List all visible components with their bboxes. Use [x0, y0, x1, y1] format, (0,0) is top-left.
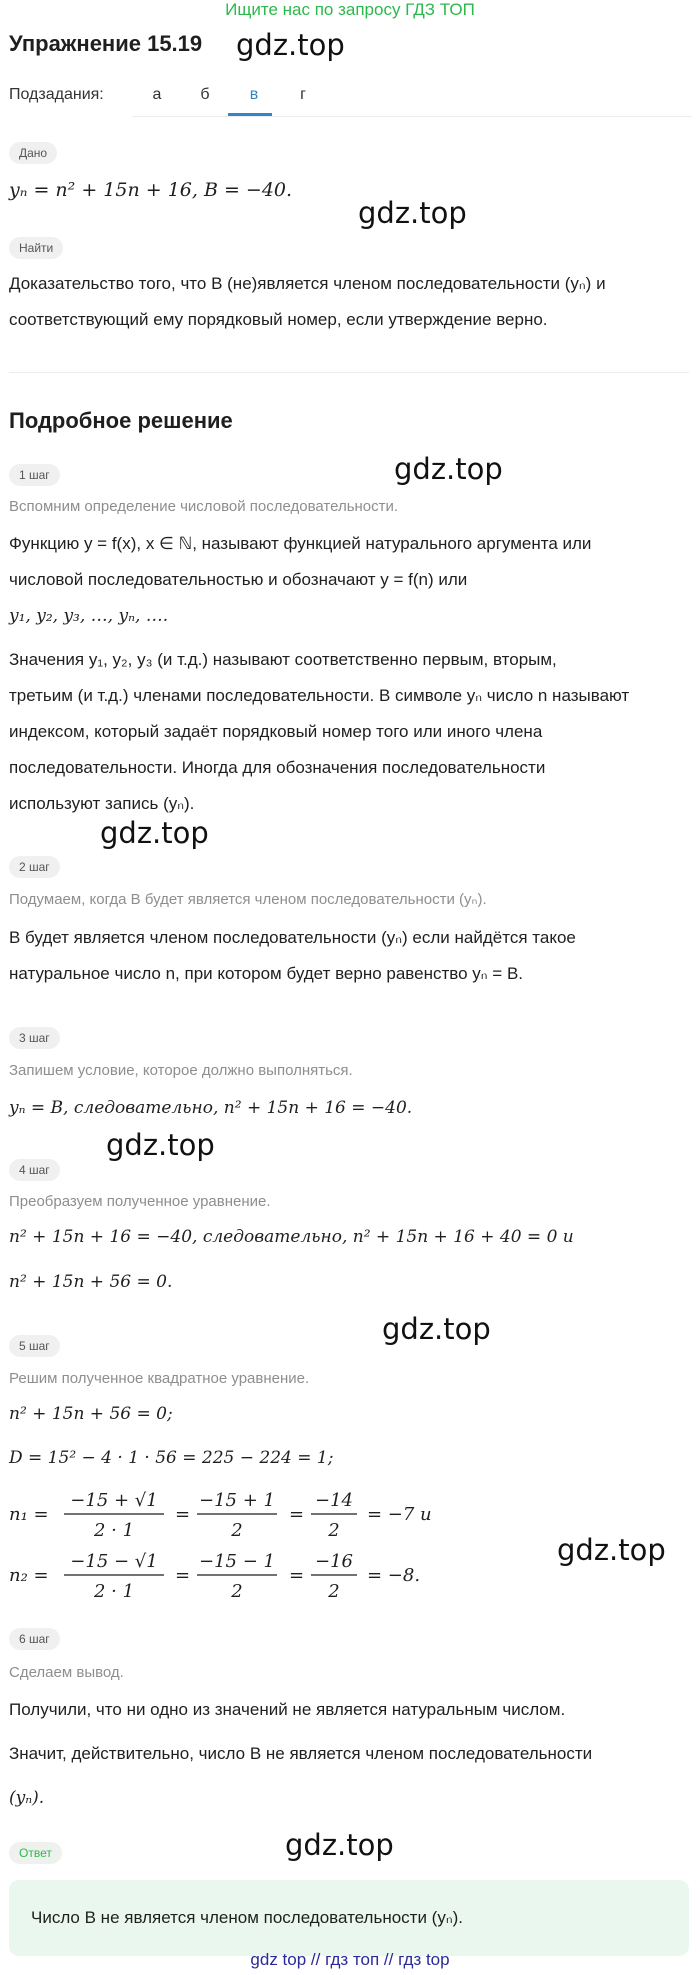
find-line: Доказательство того, что B (не)является членом последовательности (yₙ) и [9, 274, 606, 293]
n2-num3: −16 [315, 1551, 353, 1572]
step-hint: Подумаем, когда B будет является членом последовательности (yₙ). [9, 891, 487, 908]
watermark: gdz.top [382, 1312, 491, 1346]
step-label: 5 шаг [9, 1335, 60, 1357]
step-line: индексом, который задаёт порядковый номер того или иного члена [9, 722, 543, 741]
watermark: gdz.top [100, 816, 209, 850]
watermark: gdz.top [236, 28, 345, 62]
answer-text: Число B не является членом последовательности (yₙ). [31, 1908, 463, 1927]
n1-lhs: n₁ = [9, 1504, 49, 1525]
step-hint: Запишем условие, которое должно выполняться. [9, 1062, 353, 1079]
step-line: n² + 15n + 16 = −40, следовательно, n² + 15n + 16 + 40 = 0 и [9, 1227, 574, 1247]
step-label: 3 шаг [9, 1027, 60, 1049]
n2-num1: −15 − √1 [70, 1551, 158, 1572]
step-line: Функцию y = f(x), x ∈ ℕ, называют функцией натурального аргумента или [9, 534, 592, 553]
step-line: D = 15² − 4 · 1 · 56 = 225 − 224 = 1; [9, 1448, 334, 1468]
n2-lhs: n₂ = [9, 1565, 49, 1586]
step-line: n² + 15n + 56 = 0; [9, 1404, 173, 1424]
step-line: натуральное число n, при котором будет верно равенство yₙ = B. [9, 964, 524, 983]
subtask-tabs [132, 80, 692, 117]
n2-den2: 2 [231, 1581, 243, 1602]
find-line: соответствующий ему порядковый номер, если утверждение верно. [9, 310, 548, 329]
svg-text:=: = [175, 1504, 191, 1525]
step-line: Значения y₁, y₂, y₃ (и т.д.) называют соответственно первым, вторым, [9, 650, 557, 669]
tab-a[interactable]: а [152, 86, 162, 103]
step-line: n² + 15n + 56 = 0. [9, 1272, 173, 1292]
n2-den1: 2 · 1 [93, 1581, 135, 1602]
step-line: Значит, действительно, число B не является членом последовательности [9, 1744, 593, 1763]
answer-box [9, 1880, 689, 1956]
n1-num2: −15 + 1 [199, 1490, 275, 1511]
svg-text:=: = [289, 1504, 305, 1525]
given-label: Дано [9, 142, 57, 164]
step-label: 6 шаг [9, 1628, 60, 1650]
svg-text:=: = [289, 1565, 305, 1586]
watermark: gdz.top [394, 452, 503, 486]
root-n2 [9, 1545, 529, 1605]
n1-num3: −14 [315, 1490, 353, 1511]
watermark: gdz.top [285, 1828, 394, 1862]
tab-g[interactable]: г [300, 86, 306, 103]
n2-result: = −8. [367, 1565, 421, 1586]
n1-den2: 2 [231, 1520, 243, 1541]
n1-den3: 2 [328, 1520, 340, 1541]
n1-den1: 2 · 1 [93, 1520, 135, 1541]
step-hint: Сделаем вывод. [9, 1664, 124, 1681]
n1-num1: −15 + √1 [70, 1490, 158, 1511]
watermark: gdz.top [106, 1128, 215, 1162]
n2-den3: 2 [328, 1581, 340, 1602]
step-label: 4 шаг [9, 1159, 60, 1181]
step-line: третьим (и т.д.) членами последовательности. В символе yₙ число n называют [9, 686, 630, 705]
root-n1 [9, 1484, 529, 1544]
divider [9, 372, 689, 373]
n2-num2: −15 − 1 [199, 1551, 275, 1572]
find-label: Найти [9, 237, 63, 259]
given-formula: yₙ = n² + 15n + 16, B = −40. [9, 179, 293, 201]
step-line: yₙ = B, следовательно, n² + 15n + 16 = −40. [9, 1098, 413, 1118]
top-search-link[interactable]: Ищите нас по запросу ГДЗ ТОП [225, 0, 475, 19]
watermark: gdz.top [557, 1533, 666, 1567]
step-hint: Вспомним определение числовой последовательности. [9, 498, 399, 515]
step-hint: Преобразуем полученное уравнение. [9, 1193, 271, 1210]
step-line: B будет является членом последовательности (yₙ) если найдётся такое [9, 928, 576, 947]
page-title: Упражнение 15.19 [9, 31, 203, 56]
n1-result: = −7 и [367, 1504, 432, 1525]
step-hint: Решим полученное квадратное уравнение. [9, 1370, 310, 1387]
tab-v[interactable]: в [249, 86, 259, 103]
step-label: 1 шаг [9, 464, 60, 486]
solution-title: Подробное решение [9, 408, 233, 433]
answer-label: Ответ [9, 1842, 62, 1864]
footer-links[interactable]: gdz top // гдз топ // гдз top [250, 1950, 450, 1969]
step-line: последовательности. Иногда для обозначения последовательности [9, 758, 546, 777]
step-line: числовой последовательностью и обозначают y = f(n) или [9, 570, 468, 589]
step-label: 2 шаг [9, 856, 60, 878]
step-line: y₁, y₂, y₃, …, yₙ, …. [9, 606, 169, 626]
tab-b[interactable]: б [200, 86, 210, 103]
step-line: (yₙ). [9, 1788, 45, 1808]
step-line: используют запись (yₙ). [9, 794, 195, 813]
step-line: Получили, что ни одно из значений не является натуральным числом. [9, 1700, 566, 1719]
svg-text:=: = [175, 1565, 191, 1586]
active-tab-underline [228, 113, 272, 116]
subtasks-label: Подзадания: [9, 86, 104, 103]
watermark: gdz.top [358, 196, 467, 230]
